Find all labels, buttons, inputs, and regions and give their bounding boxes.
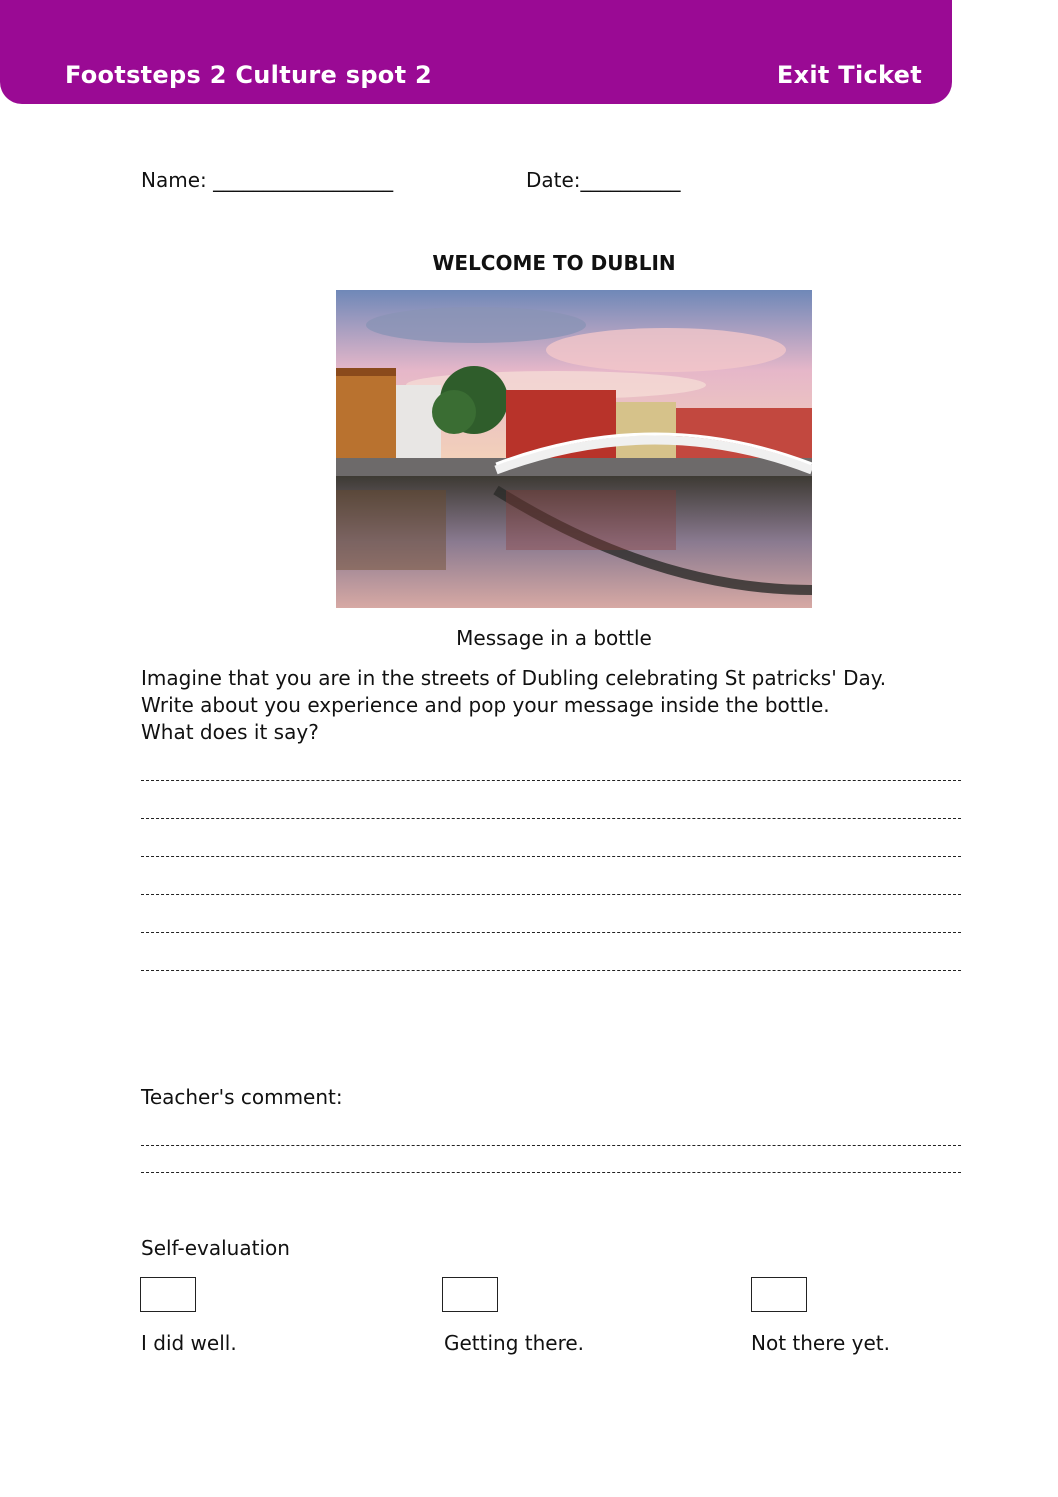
page-heading: WELCOME TO DUBLIN	[432, 251, 676, 275]
option-label: I did well.	[141, 1331, 237, 1355]
instruction-line: Imagine that you are in the streets of Dubling celebrating St patricks' Day.	[141, 666, 887, 690]
header-bar	[0, 0, 952, 104]
checkbox-not-there-yet[interactable]	[751, 1277, 807, 1312]
worksheet-title: Footsteps 2 Culture spot 2	[65, 61, 433, 89]
writing-line	[141, 818, 961, 819]
checkbox-did-well[interactable]	[140, 1277, 196, 1312]
instructions	[141, 665, 1001, 746]
teacher-comment-label: Teacher's comment:	[141, 1085, 343, 1109]
comment-line	[141, 1145, 961, 1146]
option-label: Getting there.	[444, 1331, 585, 1355]
instruction-line: What does it say?	[141, 720, 319, 744]
option-label: Not there yet.	[751, 1331, 891, 1355]
writing-line	[141, 856, 961, 857]
instruction-line: Write about you experience and pop your message inside the bottle.	[141, 693, 830, 717]
writing-line	[141, 932, 961, 933]
image-caption: Message in a bottle	[456, 626, 652, 650]
checkbox-getting-there[interactable]	[442, 1277, 498, 1312]
writing-line	[141, 780, 961, 781]
dublin-photo	[336, 290, 812, 608]
comment-line	[141, 1172, 961, 1173]
name-field: Name: __________________	[141, 168, 394, 192]
date-field: Date:__________	[526, 168, 681, 192]
writing-line	[141, 894, 961, 895]
worksheet-type: Exit Ticket	[776, 61, 922, 89]
self-evaluation-label: Self-evaluation	[141, 1236, 290, 1260]
writing-line	[141, 970, 961, 971]
